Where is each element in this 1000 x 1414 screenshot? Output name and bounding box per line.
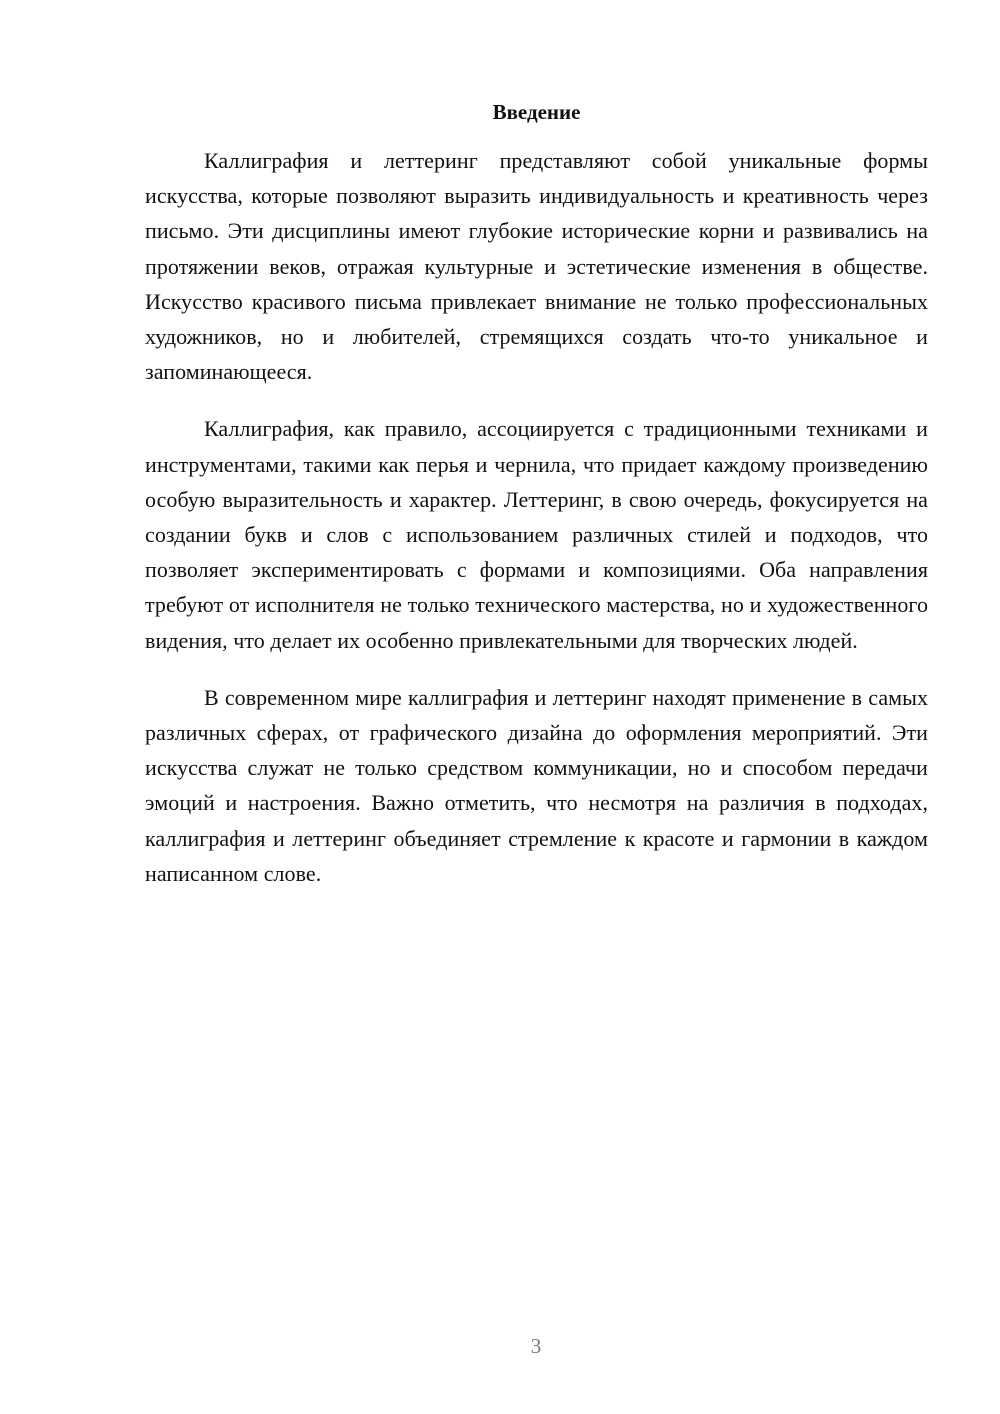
paragraph-1: Каллиграфия и леттеринг представляют собой уникальные формы искусства, которые позволяют выразить индивидуальность и креативность через письмо. Эти дисциплины имеют глубокие исторические корни и развивались на протяжении веков, отражая культурные и эстетические изменения в обществе. Искусство красивого письма привлекает внимание не только профессиональных художников, но и любителей, стремящихся создать что-то уникальное и запоминающееся.: [145, 148, 928, 385]
paragraph-2: Каллиграфия, как правило, ассоциируется с традиционными техниками и инструментами, такими как перья и чернила, что придает каждому произведению особую выразительность и характер. Леттеринг, в свою очередь, фокусируется на создании букв и слов с использованием различных стилей и подходов, что позволяет экспериментировать с формами и композициями. Оба направления требуют от исполнителя не только технического мастерства, но и художественного видения, что делает их особенно привлекательными для творческих людей.: [145, 416, 928, 653]
body-text: [145, 143, 928, 913]
paragraph-3: В современном мире каллиграфия и леттеринг находят применение в самых различных сферах, от графического дизайна до оформления мероприятий. Эти искусства служат не только средством коммуникации, но и способом передачи эмоций и настроения. Важно отметить, что несмотря на различия в подходах, каллиграфия и леттеринг объединяет стремление к красоте и гармонии в каждом написанном слове.: [145, 684, 928, 886]
page-number: 3: [530, 1334, 542, 1358]
section-heading: Введение: [492, 100, 581, 124]
